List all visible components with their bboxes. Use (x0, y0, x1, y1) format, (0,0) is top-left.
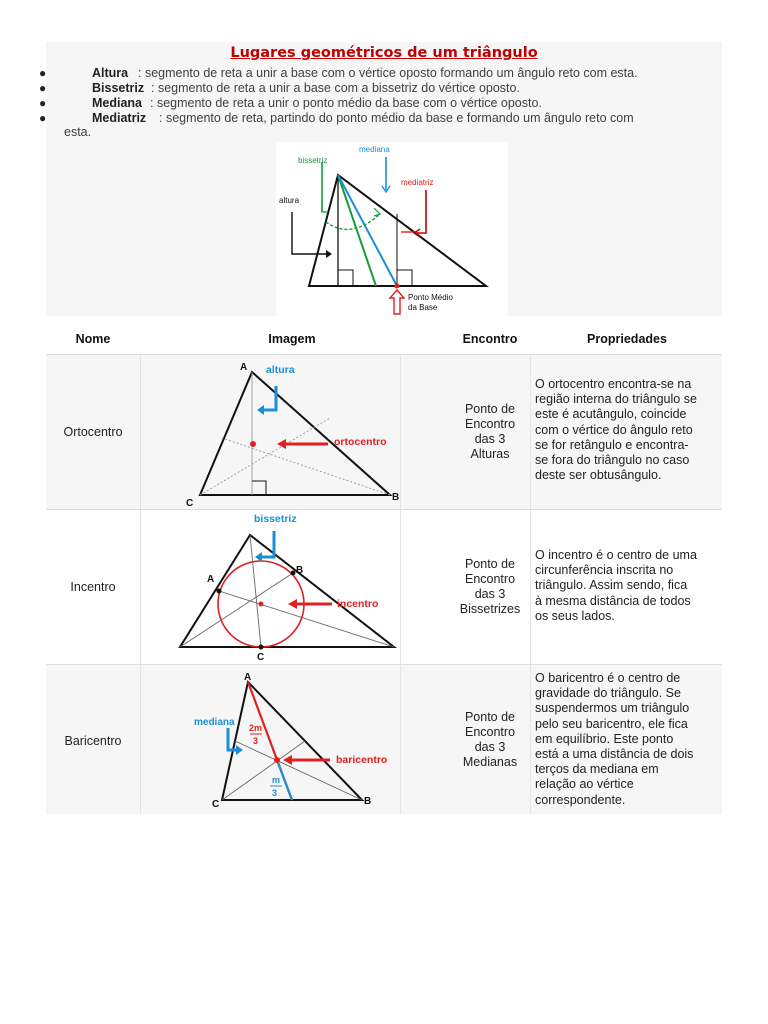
header-imagem: Imagem (268, 332, 316, 346)
divider (140, 354, 141, 814)
vertex-c-label: C (257, 652, 265, 663)
table-cell-propriedades: O incentro é o centro de uma circunferência inscrita no triângulo. Assim sendo, fica à mesma distância de todos os seus lados. (535, 548, 697, 623)
vertex-c-label: C (186, 498, 194, 508)
definition-text: : segmento de reta a unir o ponto médio da base com o vértice oposto. (150, 96, 542, 110)
bullet: ● (39, 111, 47, 125)
table-cell-encontro: Ponto de Encontro das 3 Bissetrizes (459, 557, 521, 616)
vertex-a-label: A (244, 672, 252, 683)
vertex-b-label: B (392, 492, 400, 503)
definition-text: : segmento de reta a unir a base com a bissetriz do vértice oposto. (151, 81, 520, 95)
bissetriz-label: bissetriz (254, 513, 297, 525)
vertex-b-label: B (364, 796, 372, 807)
table-cell-encontro: Ponto de Encontro das 3 Alturas (464, 402, 516, 461)
table-cell-nome: Baricentro (64, 734, 122, 748)
table-cell-nome: Incentro (70, 580, 116, 594)
definition-text-continued: esta. (64, 125, 92, 139)
divider (400, 354, 401, 814)
ortocentro-label: ortocentro (334, 436, 387, 448)
definition-mediana (39, 96, 704, 110)
definition-term: Mediatriz (92, 111, 147, 125)
triangle-lines-diagram (276, 142, 508, 316)
divider (530, 354, 531, 814)
bullet: ● (39, 66, 47, 80)
header-nome: Nome (75, 332, 111, 346)
bullet: ● (39, 81, 47, 95)
altura-label: altura (279, 196, 300, 205)
definition-bissetriz (39, 81, 704, 95)
vertex-c-label: C (212, 799, 220, 810)
definition-text: : segmento de reta, partindo do ponto médio da base e formando um ângulo reto com (159, 111, 634, 125)
divider (46, 664, 722, 665)
bissetriz-label: bissetriz (298, 156, 328, 165)
definition-term: Mediana (92, 96, 143, 110)
baricentro-figure (190, 666, 400, 812)
three-label: 3 (253, 736, 259, 746)
vertex-a-label: A (207, 574, 215, 585)
incentro-label: incentro (337, 598, 379, 610)
definition-altura (39, 66, 704, 80)
da-base-label: da Base (408, 303, 438, 312)
divider (46, 509, 722, 510)
table-cell-encontro: Ponto de Encontro das 3 Medianas (462, 710, 518, 769)
table-cell-propriedades: O baricentro é o centro de gravidade do triângulo. Se suspendermos um triângulo pelo seu baricentro, ele fica em equilíbrio. Este ponto está a uma distância de dois terços da mediana em relação ao vértice correspondente. (535, 671, 694, 807)
baricentro-label: baricentro (336, 754, 388, 766)
divider (46, 354, 722, 355)
definition-term: Bissetriz (92, 81, 145, 95)
table-cell-nome: Ortocentro (63, 425, 123, 439)
incentro-figure (170, 511, 400, 663)
ponto-medio-label: Ponto Médio (408, 293, 453, 302)
mediana-label: mediana (359, 145, 390, 154)
mediatriz-label: mediatriz (401, 178, 434, 187)
altura-label: altura (266, 364, 295, 376)
table-cell-propriedades: O ortocentro encontra-se na região interna do triângulo se este é acutângulo, coincide com o vértice do ângulo reto se for retângulo e encontra- se fora do triângulo no caso deste ser obtusângulo. (535, 377, 697, 483)
header-encontro: Encontro (462, 332, 518, 346)
ortocentro-figure (180, 358, 400, 508)
definition-text: : segmento de reta a unir a base com o vértice oposto formando um ângulo reto com esta. (138, 66, 638, 80)
three-label: 3 (272, 788, 278, 798)
definition-term: Altura (92, 66, 129, 80)
definition-mediatriz (39, 111, 704, 139)
page-title: Lugares geométricos de um triângulo (230, 45, 538, 61)
mediana-label: mediana (194, 717, 235, 728)
vertex-a-label: A (240, 362, 248, 373)
header-propriedades: Propriedades (587, 332, 667, 346)
two-m-label: 2m (249, 723, 263, 733)
vertex-b-label: B (296, 565, 304, 576)
m-label: m (272, 775, 281, 785)
bullet: ● (39, 96, 47, 110)
